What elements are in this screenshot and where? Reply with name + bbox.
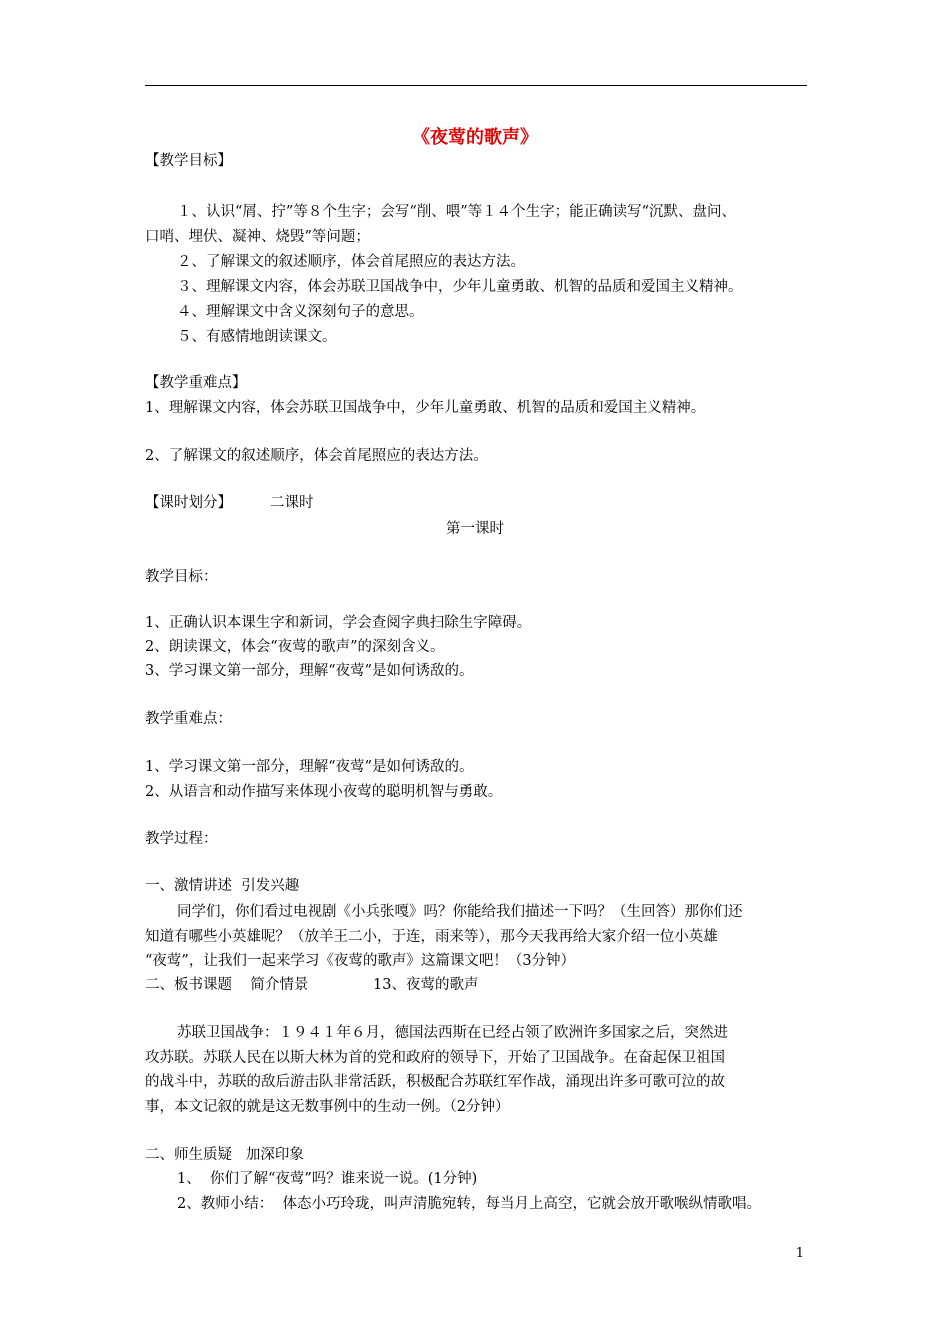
goal-item: 口哨、埋伏、凝神、烧毁”等问题；	[145, 229, 370, 245]
lesson-key-heading: 教学重难点：	[145, 711, 232, 727]
lesson-key-item: 1、学习课文第一部分，理解“夜莺”是如何诱敌的。	[145, 759, 474, 775]
step1-line: 同学们，你们看过电视剧《小兵张嘎》吗？你能给我们描述一下吗？（生回答）那你们还	[177, 904, 743, 920]
lesson-goal-item: 3、学习课文第一部分，理解“夜莺”是如何诱敌的。	[145, 663, 474, 679]
key-point-item: 1、理解课文内容，体会苏联卫国战争中，少年儿童勇敢、机智的品质和爱国主义精神。	[145, 400, 706, 416]
step2-line: 攻苏联。苏联人民在以斯大林为首的党和政府的领导下，开始了卫国战争。在奋起保卫祖国	[145, 1050, 725, 1066]
goal-item: １、认识“屑、拧”等８个生字；会写“削、喂”等１４个生字；能正确读写“沉默、盘问、	[177, 204, 737, 220]
schedule-value: 二课时	[270, 495, 314, 511]
lesson-goal-item: 1、正确认识本课生字和新词，学会查阅字典扫除生字障碍。	[145, 615, 532, 631]
goal-item: ２、了解课文的叙述顺序，体会首尾照应的表达方法。	[177, 254, 525, 270]
schedule-heading: 【课时划分】	[145, 495, 232, 511]
lesson-key-item: 2、从语言和动作描写来体现小夜莺的聪明机智与勇敢。	[145, 784, 503, 800]
lesson-title: 第一课时	[446, 521, 504, 537]
key-points-heading: 【教学重难点】	[145, 375, 247, 391]
step2-line: 事，本文记叙的就是这无数事例中的生动一例。（2分钟）	[145, 1099, 510, 1115]
header-rule	[145, 85, 807, 86]
goal-item: ４、理解课文中含义深刻句子的意思。	[177, 304, 424, 320]
step2-board-title: 13、夜莺的歌声	[373, 977, 479, 993]
step1-line: “夜莺”，让我们一起来学习《夜莺的歌声》这篇课文吧！（3分钟）	[145, 953, 576, 969]
step3-heading: 二、师生质疑 加深印象	[145, 1147, 304, 1163]
step1-line: 知道有哪些小英雄呢？（放羊王二小，于连，雨来等），那今天我再给大家介绍一位小英雄	[145, 929, 718, 945]
step1-heading: 一、激情讲述 引发兴趣	[145, 878, 300, 894]
step3-line: 1、 你们了解“夜莺”吗？谁来说一说。(1分钟)	[177, 1171, 478, 1187]
key-point-item: 2、了解课文的叙述顺序，体会首尾照应的表达方法。	[145, 448, 488, 464]
lesson-goal-item: 2、朗读课文，体会“夜莺的歌声”的深刻含义。	[145, 639, 445, 655]
step2-heading: 二、板书课题 简介情景	[145, 977, 309, 993]
document-title: 《夜莺的歌声》	[412, 127, 538, 148]
step3-line: 2、教师小结： 体态小巧玲珑，叫声清脆宛转，每当月上高空，它就会放开歌喉纵情歌唱。	[177, 1196, 761, 1212]
goal-item: ３、理解课文内容，体会苏联卫国战争中，少年儿童勇敢、机智的品质和爱国主义精神。	[177, 279, 743, 295]
step2-line: 苏联卫国战争：１９４１年６月，德国法西斯在已经占领了欧洲许多国家之后，突然进	[177, 1025, 728, 1041]
lesson-goals-heading: 教学目标：	[145, 569, 218, 585]
page-number	[0, 1246, 950, 1261]
step2-line: 的战斗中，苏联的敌后游击队非常活跃，积极配合苏联红军作战，涌现出许多可歌可泣的故	[145, 1074, 725, 1090]
goal-item: ５、有感情地朗读课文。	[177, 329, 337, 345]
process-heading: 教学过程：	[145, 831, 218, 847]
page-number-text: 1	[795, 1246, 804, 1261]
goals-heading: 【教学目标】	[145, 153, 232, 169]
